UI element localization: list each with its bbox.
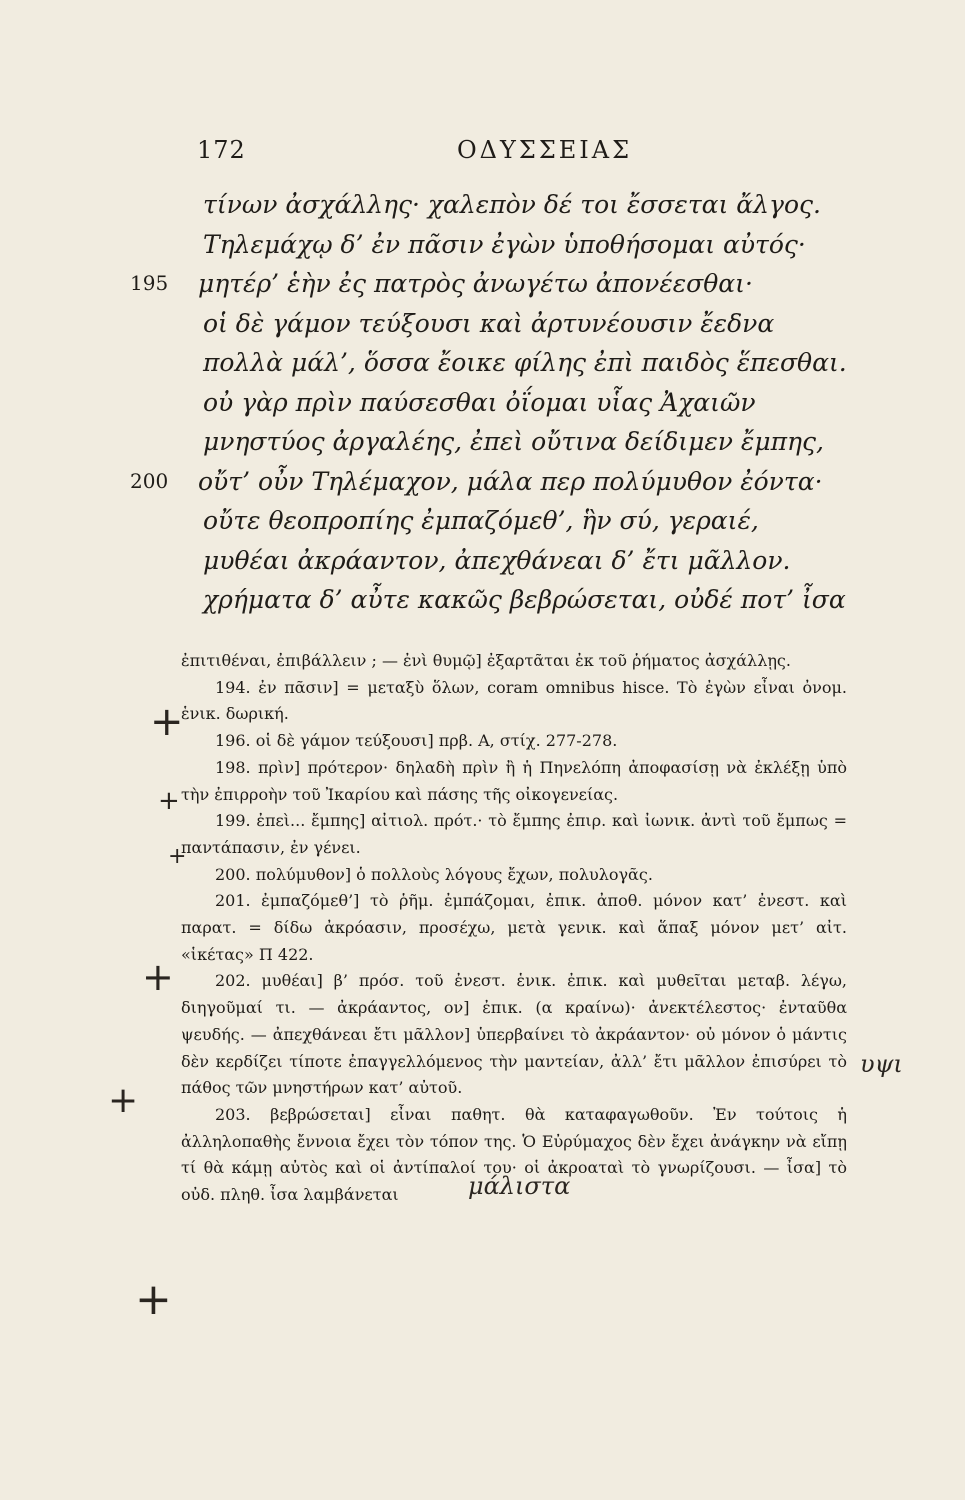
verse-line (130, 467, 850, 507)
page-number: 172 (197, 136, 246, 164)
verse-text: οἱ δὲ γάμον τεύξουσι καὶ ἀρτυνέουσιν ἔεδνα (203, 308, 775, 338)
verse-text: μυθέαι ἀκράαντον, ἀπεχθάνεαι δ’ ἔτι μᾶλλον. (203, 545, 791, 575)
margin-cross-mark: + (108, 1080, 139, 1121)
verse-text: χρήματα δ’ αὖτε κακῶς βεβρώσεται, οὐδέ ποτ’ ἶσα (203, 585, 846, 614)
commentary-note: 201. ἐμπαζόμεθ’] τὸ ῥῆμ. ἐμπάζομαι, ἐπικ. ἀποθ. μόνον κατ’ ἐνεστ. καὶ παρατ. = δίδω ἀκρόασιν, προσέχω, μετὰ γενικ. καὶ ἅπαξ μόνον μετ’ αἰτ. «ἱκέτας» Π 422. (181, 891, 847, 964)
verse-text: τίνων ἀσχάλλης· χαλεπὸν δέ τοι ἔσσεται ἄλγος. (203, 190, 821, 219)
commentary-note: 202. μυθέαι] β’ πρόσ. τοῦ ἐνεστ. ἑνικ. ἐπικ. καὶ μυθεῖται μεταβ. λέγω, διηγοῦμαί τι. — ἀκράαντος, ον] ἐπικ. (α κραίνω)· ἀνεκτέλεστος· ἐνταῦθα ψευδής. — ἀπεχθάνεαι ἔτι μᾶλλον] ὑπερβαίνει τὸ ἀκράαντον· οὐ μόνον ὁ μάντις δὲν κερδίζει τίποτε ἐπαγγελλόμενος τὴν μαντείαν, ἀλλ’ ἔτι μᾶλλον ἐπισύρει τὸ πάθος τῶν μνηστήρων κατ’ αὐτοῦ. (181, 971, 847, 1098)
verse-text: μνηστύος ἀργαλέης, ἐπεὶ οὔτινα δείδιμεν ἔμπης, (203, 427, 824, 456)
margin-cross-mark: + (168, 844, 187, 869)
verse-text: οὔτ’ οὖν Τηλέμαχον, μάλα περ πολύμυθον ἐόντα· (198, 466, 823, 496)
handwritten-inline-note: μάλιστα (468, 1172, 571, 1200)
verse-text: οὐ γὰρ πρὶν παύσεσθαι ὀΐομαι υἷας Ἀχαιῶν (203, 387, 756, 417)
verse-number: 195 (130, 271, 169, 295)
verse-number: 200 (130, 468, 169, 493)
commentary-note: 196. οἱ δὲ γάμον τεύξουσι] πρβ. Α, στίχ. 277-278. (215, 731, 618, 751)
verse-line (130, 190, 850, 230)
commentary (181, 648, 847, 1209)
commentary-note: 203. βεβρώσεται] εἶναι παθητ. θὰ καταφαγωθοῦν. Ἐν τούτοις ἡ ἀλληλοπαθὴς ἔννοια ἔχει τὸν τόπον της. Ὁ Εὐρύμαχος δὲν ἔχει ἀνάγκην νὰ εἴπῃ τί θὰ κάμῃ αὐτὸς καὶ οἱ ἀντίπαλοί του· οἱ ἀκροαταὶ τὸ γνωρίζουσι. — ἶσα] τὸ οὐδ. πληθ. ἶσα λαμβάνεται (181, 1104, 847, 1205)
margin-cross-mark: + (150, 699, 184, 745)
commentary-note: 199. ἐπεὶ... ἔμπης] αἰτιολ. πρότ.· τὸ ἔμπης ἐπιρ. καὶ ἰωνικ. ἀντὶ τοῦ ἔμπως = παντάπασιν, ἐν γένει. (181, 811, 847, 857)
verse-line (130, 230, 850, 270)
commentary-note: 194. ἐν πᾶσιν] = μεταξὺ ὅλων, coram omnibus hisce. Τὸ ἐγὼν εἶναι ὀνομ. ἑνικ. δωρική. (181, 677, 847, 724)
verse-line (130, 388, 850, 428)
commentary-note: 200. πολύμυθον] ὁ πολλοὺς λόγους ἔχων, πολυλογᾶς. (215, 864, 653, 884)
commentary-note: 198. πρὶν] πρότερον· δηλαδὴ πρὶν ἢ ἡ Πηνελόπη ἀποφασίσῃ νὰ ἐκλέξῃ ὑπὸ τὴν ἐπιρροὴν τοῦ Ἰκαρίου καὶ πάσης τῆς οἰκογενείας. (181, 757, 847, 804)
verse-text: Τηλεμάχῳ δ’ ἐν πᾶσιν ἐγὼν ὑποθήσομαι αὐτός· (203, 229, 806, 259)
verse-text: μητέρ’ ἑὴν ἐς πατρὸς ἀνωγέτω ἀπονέεσθαι· (198, 269, 753, 298)
verse-line (130, 309, 850, 349)
page-header (197, 136, 817, 176)
verse-block (130, 190, 850, 625)
margin-cross-mark: + (142, 955, 174, 999)
handwritten-margin-note: υψι (860, 1050, 903, 1078)
verse-line (130, 585, 850, 625)
margin-cross-mark: + (158, 786, 180, 816)
margin-cross-mark: + (135, 1274, 172, 1325)
verse-line (130, 427, 850, 467)
running-title: ΟΔΥΣΣΕΙΑΣ (457, 136, 633, 164)
verse-line (130, 546, 850, 586)
verse-line (130, 269, 850, 309)
verse-text: οὔτε θεοπροπίης ἐμπαζόμεθ’, ἣν σύ, γεραιέ, (203, 506, 759, 535)
commentary-note: ἐπιτιθέναι, ἐπιβάλλειν ; — ἐνὶ θυμῷ] ἐξαρτᾶται ἐκ τοῦ ῥήματος ἀσχάλλῃς. (181, 651, 791, 670)
verse-text: πολλὰ μάλ’, ὅσσα ἔοικε φίλης ἐπὶ παιδὸς ἕπεσθαι. (203, 348, 847, 377)
verse-line (130, 506, 850, 546)
verse-line (130, 348, 850, 388)
